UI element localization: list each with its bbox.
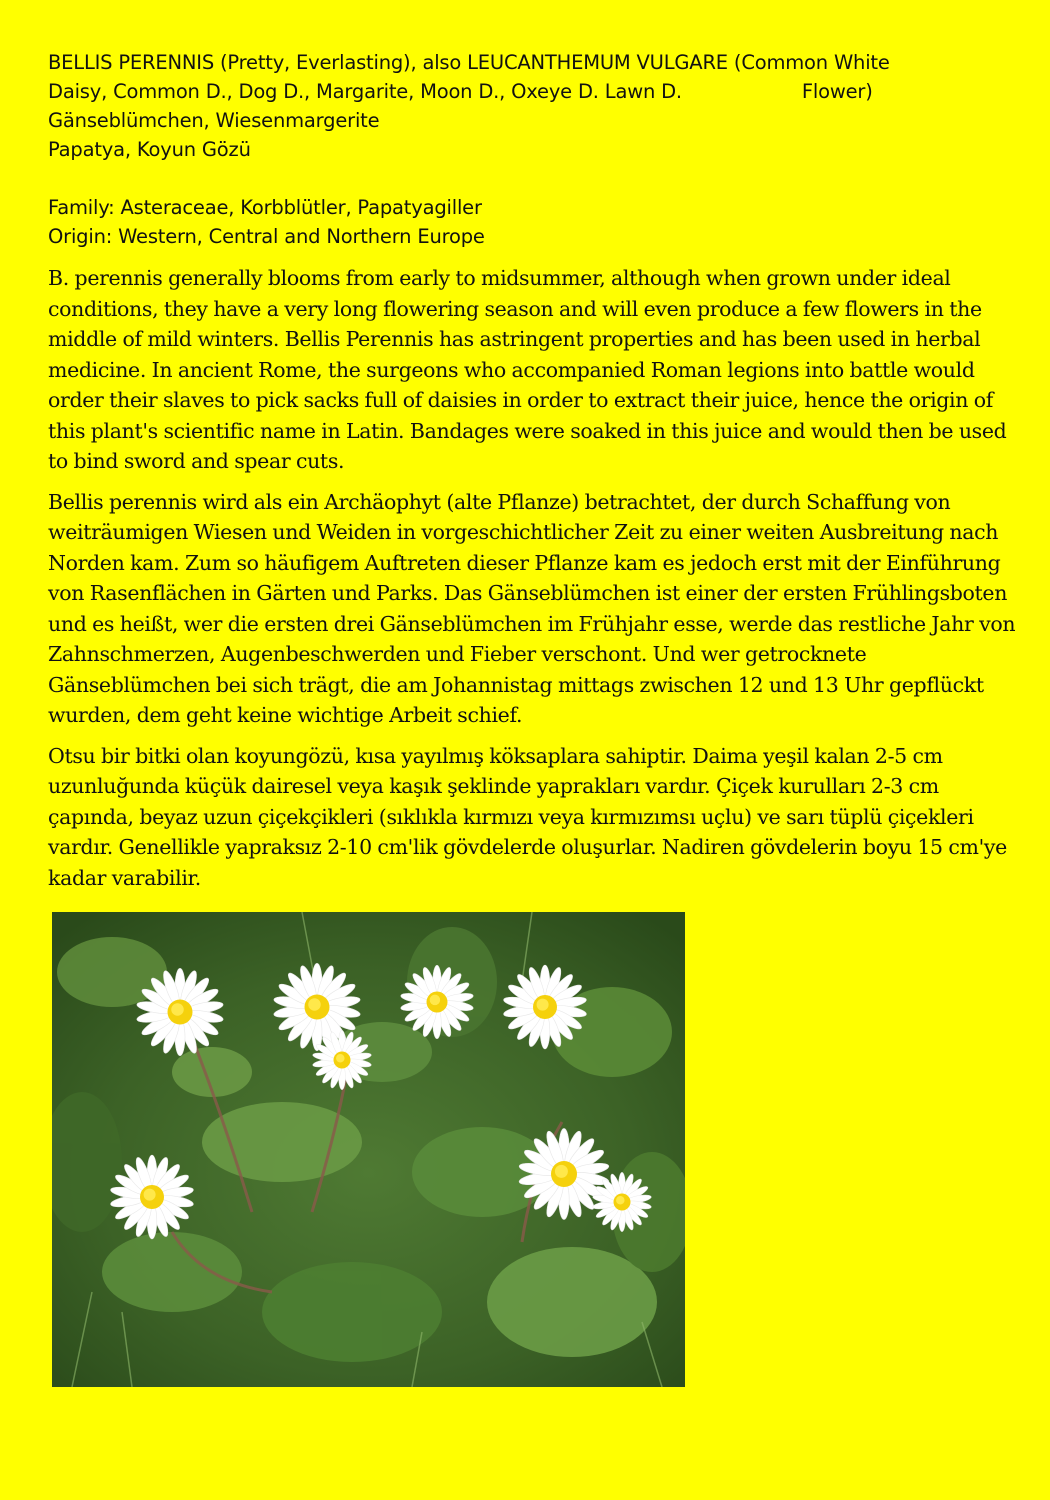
daisy-photo-illustration bbox=[52, 912, 685, 1387]
document-page bbox=[48, 48, 1023, 893]
turkish-paragraph: Otsu bir bitki olan koyungözü, kısa yayılmış köksaplara sahiptir. Daima yeşil kalan 2-5 cm uzunluğunda küçük dairesel veya kaşık şeklinde yaprakları vardır. Çiçek kurulları 2-3 cm çapında, beyaz uzun çiçekçikleri (sıklıkla kırmızı veya kırmızımsı uçlu) ve sarı tüplü çiçekleri vardır. Genellikle yapraksız 2-10 cm'lik gövdelerde oluşurlar. Nadiren gövdelerin boyu 15 cm'ye kadar varabilir. bbox=[48, 743, 1007, 890]
daisy-photo bbox=[52, 912, 685, 1387]
plant-names-header bbox=[48, 48, 1023, 164]
latin-names-line: BELLIS PERENNIS (Pretty, Everlasting), also LEUCANTHEMUM VULGARE (Common White bbox=[48, 51, 890, 74]
turkish-names-line: Papatya, Koyun Gözü bbox=[48, 138, 251, 161]
origin-line: Origin: Western, Central and Northern Europe bbox=[48, 225, 485, 248]
english-paragraph: B. perennis generally blooms from early to midsummer, although when grown under ideal conditions, they have a very long flowering season and will even produce a few flowers in the middle of mild winters. Bellis Perennis has astringent properties and has been used in herbal medicine. In ancient Rome, the surgeons who accompanied Roman legions into battle would order their slaves to pick sacks full of daisies in order to extract their juice, hence the origin of this plant's scientific name in Latin. Bandages were soaked in this juice and would then be used to bind sword and spear cuts. bbox=[48, 266, 1007, 473]
plant-meta bbox=[48, 193, 1023, 251]
spacer bbox=[48, 164, 1023, 193]
german-paragraph: Bellis perennis wird als ein Archäophyt (alte Pflanze) betrachtet, der durch Schaffung von weiträumigen Wiesen und Weiden in vorgeschichtlicher Zeit zu einer weiten Ausbreitung nach Norden kam. Zum so häufigem Auftreten dieser Pflanze kam es jedoch erst mit der Einführung von Rasenflächen in Gärten und Parks. Das Gänseblümchen ist einer der ersten Frühlingsboten und es heißt, wer die ersten drei Gänseblümchen im Frühjahr esse, werde das restliche Jahr von Zahnschmerzen, Augenbeschwerden und Fieber verschont. Und wer getrocknete Gänseblümchen bei sich trägt, die am Johannistag mittags zwischen 12 und 13 Uhr gepflückt wurden, dem geht keine wichtige Arbeit schief. bbox=[48, 489, 1016, 727]
german-names-line: Gänseblümchen, Wiesenmargerite bbox=[48, 109, 380, 132]
family-line: Family: Asteraceae, Korbblütler, Papatyagiller bbox=[48, 196, 482, 219]
common-names-line: Daisy, Common D., Dog D., Margarite, Moon D., Oxeye D. Lawn D. Flower) bbox=[48, 80, 873, 103]
